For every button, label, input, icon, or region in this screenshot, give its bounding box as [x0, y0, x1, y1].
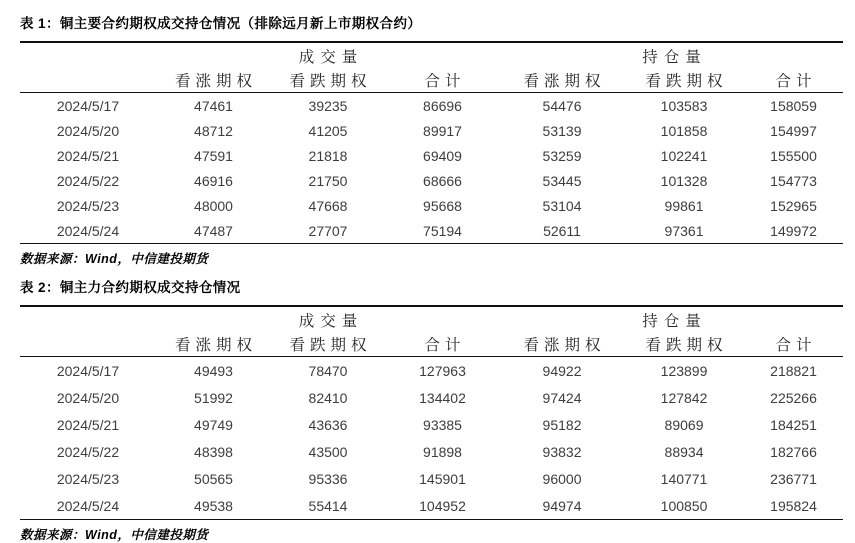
cell-oi-call: 52611: [543, 222, 581, 239]
cell-oi-call: 53139: [542, 122, 582, 139]
table2-header: [20, 306, 843, 357]
table-row: [20, 118, 843, 143]
table-row: [20, 357, 843, 385]
cell-vol-call: 48000: [194, 197, 233, 214]
cell-oi-total: 154773: [770, 172, 817, 189]
table2: [20, 305, 843, 520]
cell-vol-put: 55414: [308, 497, 348, 514]
group-header-row: [20, 42, 843, 67]
table-row: [20, 492, 843, 520]
cell-oi-total: 225266: [770, 389, 817, 406]
table-row: [20, 465, 843, 492]
cell-vol-call: 51992: [194, 389, 233, 406]
col-header-volume-total: 合计: [385, 331, 500, 357]
col-header-oi-total: 合计: [744, 331, 843, 357]
col-header-volume-put: 看跌期权: [271, 331, 385, 357]
cell-vol-put: 39235: [308, 97, 348, 114]
cell-vol-call: 50565: [194, 470, 233, 487]
cell-vol-put: 78470: [308, 362, 348, 379]
cell-date: 2024/5/20: [56, 389, 120, 406]
cell-oi-total: 218821: [770, 362, 817, 379]
cell-oi-put: 123899: [660, 362, 708, 379]
cell-vol-total: 68666: [423, 172, 462, 189]
cell-vol-total: 95668: [423, 197, 462, 214]
cell-oi-put: 88934: [664, 443, 704, 460]
table-row: [20, 143, 843, 168]
cell-vol-put: 41205: [308, 122, 348, 139]
cell-oi-total: 149972: [770, 222, 817, 239]
table2-title: 表 2：铜主力合约期权成交持仓情况: [20, 280, 241, 295]
cell-oi-call: 53259: [542, 147, 582, 164]
cell-oi-total: 236771: [770, 470, 817, 487]
cell-oi-put: 97361: [664, 222, 704, 239]
table-row: [20, 193, 843, 218]
table1-title: 表 1：铜主要合约期权成交持仓情况（排除远月新上市期权合约）: [20, 16, 422, 31]
cell-oi-total: 195824: [770, 497, 817, 514]
cell-oi-total: 182766: [770, 443, 817, 460]
cell-vol-put: 21750: [308, 172, 348, 189]
cell-date: 2024/5/21: [56, 416, 120, 433]
cell-vol-call: 47487: [194, 222, 233, 239]
cell-vol-total: 86696: [423, 97, 462, 114]
data-source-table2: 数据来源：Wind，中信建投期货: [20, 528, 209, 542]
cell-oi-call: 54476: [542, 97, 582, 114]
cell-vol-call: 49493: [194, 362, 233, 379]
cell-vol-total: 69409: [423, 147, 462, 164]
col-header-oi-put: 看跌期权: [624, 331, 744, 357]
cell-vol-total: 127963: [419, 362, 466, 379]
cell-oi-put: 101328: [660, 172, 708, 189]
group-header-open-interest: 持仓量: [642, 49, 707, 66]
cell-oi-total: 152965: [770, 197, 817, 214]
cell-oi-put: 127842: [660, 389, 708, 406]
cell-vol-call: 49749: [194, 416, 233, 433]
table-row: [20, 384, 843, 411]
group-header-volume: 成交量: [298, 313, 364, 330]
cell-date: 2024/5/17: [56, 362, 120, 379]
table-row: [20, 218, 843, 244]
cell-oi-call: 95182: [542, 416, 582, 433]
table-row: [20, 168, 843, 193]
cell-vol-put: 27707: [308, 222, 348, 239]
table-row: [20, 438, 843, 465]
cell-date: 2024/5/23: [56, 470, 120, 487]
cell-oi-put: 99861: [664, 197, 704, 214]
table2-body: [20, 357, 843, 520]
cell-date: 2024/5/22: [56, 172, 120, 189]
cell-oi-total: 154997: [770, 122, 817, 139]
col-header-oi-total: 合计: [744, 67, 843, 93]
col-header-volume-total: 合计: [385, 67, 500, 93]
col-header-oi-call: 看涨期权: [500, 67, 624, 93]
table1-body: [20, 93, 843, 244]
cell-oi-put: 103583: [660, 97, 708, 114]
cell-oi-call: 96000: [542, 470, 582, 487]
cell-oi-total: 184251: [770, 416, 817, 433]
cell-oi-total: 158059: [770, 97, 817, 114]
table1-header: [20, 42, 843, 93]
cell-oi-call: 97424: [542, 389, 582, 406]
cell-vol-put: 82410: [308, 389, 348, 406]
cell-vol-put: 47668: [308, 197, 348, 214]
sub-header-row: [20, 331, 843, 357]
cell-oi-put: 102241: [660, 147, 708, 164]
table1: [20, 41, 843, 244]
cell-vol-total: 104952: [419, 497, 466, 514]
cell-oi-put: 100850: [660, 497, 708, 514]
group-header-row: [20, 306, 843, 331]
cell-vol-total: 145901: [419, 470, 466, 487]
cell-vol-put: 43636: [308, 416, 348, 433]
empty-cell: [20, 42, 156, 67]
cell-vol-call: 48712: [194, 122, 233, 139]
cell-oi-call: 53445: [542, 172, 582, 189]
cell-vol-put: 95336: [308, 470, 348, 487]
cell-vol-total: 93385: [423, 416, 462, 433]
cell-date: 2024/5/17: [56, 97, 120, 114]
cell-vol-call: 46916: [194, 172, 233, 189]
cell-oi-put: 89069: [664, 416, 704, 433]
cell-date: 2024/5/24: [56, 497, 120, 514]
cell-vol-put: 21818: [308, 147, 348, 164]
cell-oi-call: 53104: [542, 197, 582, 214]
empty-cell: [20, 67, 156, 93]
cell-vol-call: 47591: [194, 147, 233, 164]
cell-date: 2024/5/23: [56, 197, 120, 214]
col-header-volume-call: 看涨期权: [156, 331, 271, 357]
col-header-volume-put: 看跌期权: [271, 67, 385, 93]
cell-vol-call: 47461: [194, 97, 233, 114]
cell-vol-total: 89917: [423, 122, 462, 139]
col-header-oi-put: 看跌期权: [624, 67, 744, 93]
col-header-volume-call: 看涨期权: [156, 67, 271, 93]
cell-vol-total: 134402: [419, 389, 466, 406]
cell-oi-call: 94922: [542, 362, 582, 379]
cell-date: 2024/5/21: [56, 147, 120, 164]
cell-vol-call: 48398: [194, 443, 233, 460]
cell-vol-total: 91898: [423, 443, 462, 460]
cell-date: 2024/5/20: [56, 122, 120, 139]
cell-oi-call: 93832: [542, 443, 582, 460]
cell-oi-total: 155500: [770, 147, 817, 164]
cell-vol-total: 75194: [423, 222, 462, 239]
empty-cell: [20, 331, 156, 357]
empty-cell: [20, 306, 156, 331]
sub-header-row: [20, 67, 843, 93]
table-row: [20, 411, 843, 438]
cell-oi-put: 101858: [660, 122, 708, 139]
cell-oi-put: 140771: [660, 470, 708, 487]
cell-date: 2024/5/24: [56, 222, 120, 239]
cell-vol-call: 49538: [194, 497, 233, 514]
group-header-volume: 成交量: [298, 49, 364, 66]
cell-vol-put: 43500: [308, 443, 348, 460]
group-header-open-interest: 持仓量: [642, 313, 707, 330]
cell-oi-call: 94974: [542, 497, 582, 514]
col-header-oi-call: 看涨期权: [500, 331, 624, 357]
cell-date: 2024/5/22: [56, 443, 120, 460]
data-source-table1: 数据来源：Wind，中信建投期货: [20, 252, 209, 266]
table-row: [20, 93, 843, 119]
